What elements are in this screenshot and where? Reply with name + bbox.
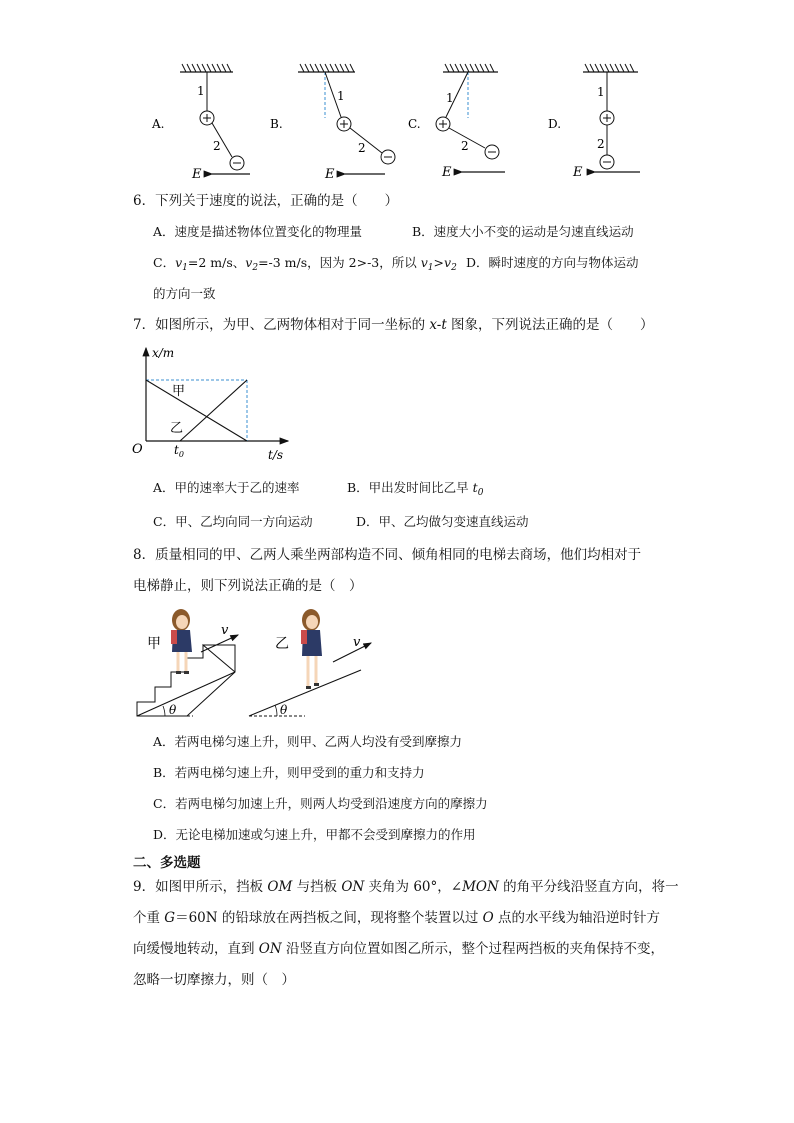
string-2-label: 2 bbox=[461, 139, 469, 153]
q9-text: 夹角为 60°， bbox=[364, 879, 451, 895]
string-1-label: 1 bbox=[446, 91, 454, 105]
subscript: 1 bbox=[427, 263, 434, 273]
q8-stem-1: 8．质量相同的甲、乙两人乘坐两部构造不同、倾角相同的电梯去商场，他们均相对于 bbox=[133, 547, 642, 563]
var-o: O bbox=[482, 910, 494, 926]
q7-stem bbox=[133, 315, 654, 335]
figure-c bbox=[408, 64, 505, 180]
t0-label bbox=[174, 443, 184, 459]
q7-option-a: A．甲的速率大于乙的速率 bbox=[153, 480, 300, 495]
q9-text: ＝60N 的铅球放在两挡板之间，现将整个装置以过 bbox=[175, 910, 483, 926]
string-2-label: 2 bbox=[597, 137, 605, 151]
var-v: v bbox=[245, 255, 253, 270]
string-1-label: 1 bbox=[597, 85, 605, 99]
v-label: v bbox=[353, 635, 361, 650]
pendulum-figures bbox=[140, 60, 660, 185]
option-c-label: C. bbox=[408, 117, 421, 131]
q9-text: 与挡板 bbox=[292, 879, 342, 895]
slope-escalator bbox=[249, 609, 371, 717]
q9-text: 点的水平线为轴沿逆时针方 bbox=[493, 910, 661, 926]
yi-label: 乙 bbox=[275, 636, 289, 652]
figure-a bbox=[151, 64, 250, 182]
q7-xt: x-t bbox=[429, 317, 447, 333]
var-v: v bbox=[175, 255, 183, 270]
var-om: OM bbox=[267, 879, 293, 895]
q6-option-c bbox=[153, 253, 457, 278]
subscript: 2 bbox=[451, 263, 457, 273]
var-v: v bbox=[420, 255, 428, 270]
var-on: ON bbox=[341, 879, 365, 895]
v-label: v bbox=[221, 623, 229, 638]
y-axis-label: x/m bbox=[152, 346, 175, 360]
xt-graph bbox=[128, 340, 298, 465]
q8-option-b: B．若两电梯匀速上升，则甲受到的重力和支持力 bbox=[153, 765, 425, 780]
string-1-label: 1 bbox=[197, 84, 205, 98]
line-yi bbox=[180, 380, 247, 441]
x-axis-label: t/s bbox=[268, 448, 284, 462]
q9-line-1 bbox=[133, 877, 679, 897]
q9-text: 9．如图甲所示，挡板 bbox=[133, 879, 268, 895]
q6-stem: 6．下列关于速度的说法，正确的是（ ） bbox=[133, 193, 399, 209]
stair-escalator bbox=[137, 609, 238, 717]
figure-b bbox=[270, 64, 395, 182]
jia-label: 甲 bbox=[172, 384, 186, 399]
theta-label: θ bbox=[280, 703, 288, 717]
t0-t: t bbox=[174, 443, 179, 457]
greater-than: > bbox=[433, 255, 444, 270]
option-d-label: D. bbox=[548, 117, 562, 131]
q7-option-b bbox=[347, 478, 483, 503]
q9-line-4: 忽略一切摩擦力，则（ ） bbox=[133, 972, 295, 988]
line-jia bbox=[146, 380, 247, 441]
string-2-label: 2 bbox=[213, 139, 221, 153]
subscript: 0 bbox=[477, 488, 484, 498]
t0-sub: 0 bbox=[178, 450, 184, 459]
var-v: v bbox=[444, 255, 452, 270]
subscript: 1 bbox=[182, 263, 188, 273]
q9-line-2 bbox=[133, 908, 660, 928]
q7-stem-text: 图象，下列说法正确的是（ ） bbox=[446, 317, 654, 333]
escalator-figure bbox=[135, 600, 395, 722]
q7-stem-text: 7．如图所示，为甲、乙两物体相对于同一坐标的 bbox=[133, 317, 430, 333]
q6-option-b: B．速度大小不变的运动是匀速直线运动 bbox=[412, 224, 634, 239]
field-e-label: E bbox=[442, 165, 452, 180]
subscript: 2 bbox=[252, 263, 259, 273]
q9-text: 的角平分线沿竖直方向，将一 bbox=[498, 879, 679, 895]
q9-text: 个重 bbox=[133, 910, 165, 926]
origin-label: O bbox=[132, 442, 143, 457]
string-1-label: 1 bbox=[337, 89, 345, 103]
q6-option-d-cont: 的方向一致 bbox=[153, 286, 216, 301]
q6-c-text: =-3 m/s，因为 2>-3，所以 bbox=[258, 255, 421, 270]
field-e-label: E bbox=[192, 167, 202, 182]
var-on: ON bbox=[258, 941, 282, 957]
q7-option-d: D．甲、乙均做匀变速直线运动 bbox=[356, 514, 529, 529]
person-yi bbox=[301, 609, 322, 689]
option-a-label: A. bbox=[152, 117, 165, 131]
q6-c-prefix: C． bbox=[153, 255, 176, 270]
q9-text: 沿竖直方向位置如图乙所示，整个过程两挡板的夹角保持不变， bbox=[281, 941, 664, 957]
q8-option-d: D．无论电梯加速或匀速上升，甲都不会受到摩擦力的作用 bbox=[153, 827, 476, 842]
section-heading: 二、多选题 bbox=[133, 855, 201, 871]
q6-option-a: A．速度是描述物体位置变化的物理量 bbox=[153, 224, 363, 239]
theta-label: θ bbox=[169, 703, 177, 717]
field-e-label: E bbox=[325, 167, 335, 182]
q9-text: 向缓慢地转动，直到 bbox=[133, 941, 259, 957]
jia-label: 甲 bbox=[147, 636, 161, 652]
q6-c-text: =2 m/s、 bbox=[187, 255, 246, 270]
yi-label: 乙 bbox=[170, 421, 184, 436]
q6-option-d: D．瞬时速度的方向与物体运动 bbox=[466, 255, 639, 270]
var-angle-mon: ∠MON bbox=[450, 879, 499, 895]
var-g: G bbox=[164, 910, 176, 926]
field-e-label: E bbox=[573, 165, 583, 180]
q8-option-c: C．若两电梯匀加速上升，则两人均受到沿速度方向的摩擦力 bbox=[153, 796, 488, 811]
q7-b-text: B．甲出发时间比乙早 bbox=[347, 480, 473, 495]
option-b-label: B. bbox=[270, 117, 283, 131]
string-2-label: 2 bbox=[358, 141, 366, 155]
q9-line-3 bbox=[133, 939, 664, 959]
q8-option-a: A．若两电梯匀速上升，则甲、乙两人均没有受到摩擦力 bbox=[153, 734, 463, 749]
q7-option-c: C．甲、乙均向同一方向运动 bbox=[153, 514, 313, 529]
figure-d bbox=[548, 64, 640, 180]
q8-stem-2: 电梯静止，则下列说法正确的是（ ） bbox=[133, 578, 363, 594]
var-t: t bbox=[472, 480, 478, 495]
